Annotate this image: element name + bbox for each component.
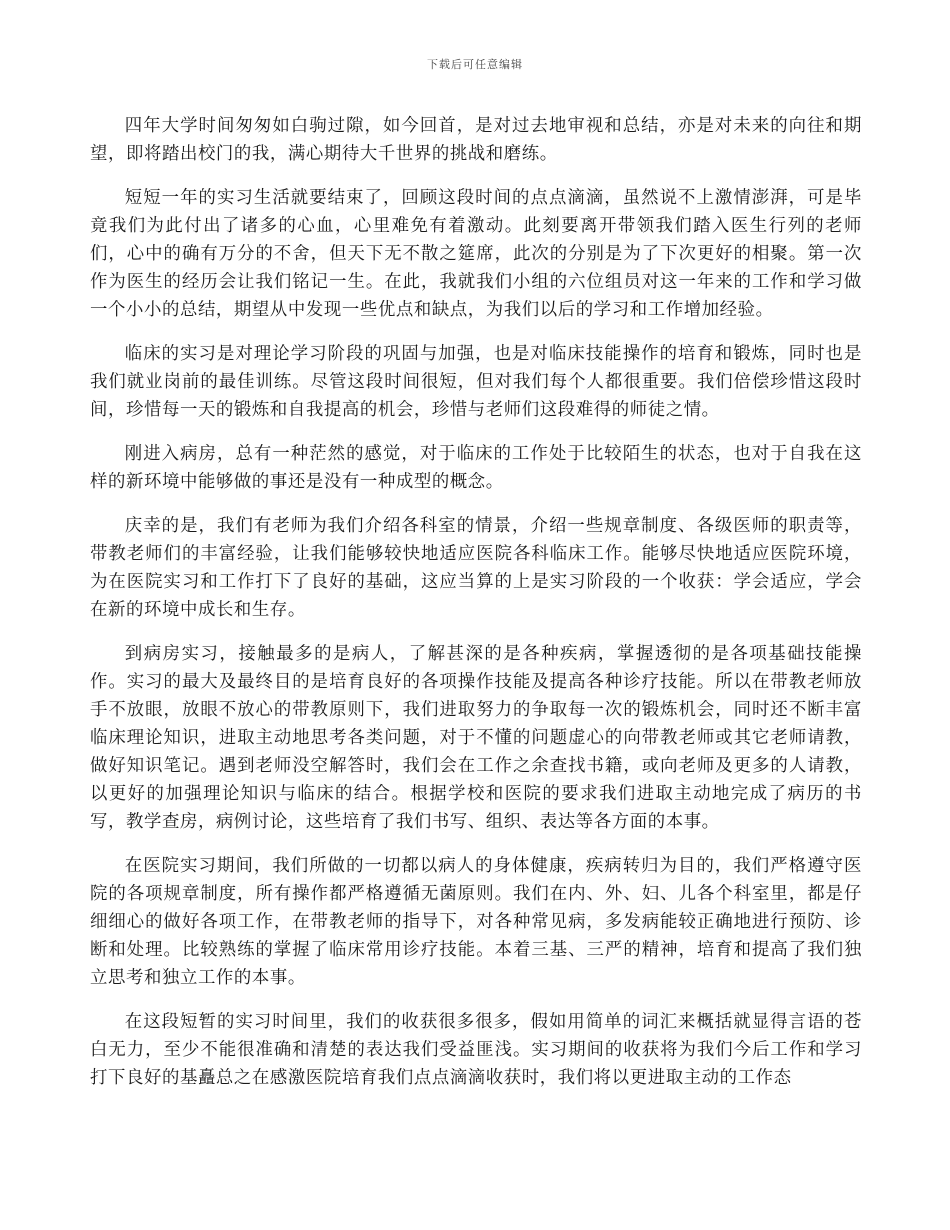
paragraph: 刚进入病房，总有一种茫然的感觉，对于临床的工作处于比较陌生的状态，也对于自我在这样的新环境中能够做的事还是没有一种成型的概念。 xyxy=(90,444,862,492)
paragraph: 到病房实习，接触最多的是病人，了解甚深的是各种疾病，掌握透彻的是各项基础技能操作。实习的最大及最终目的是培育良好的各项操作技能及提高各种诊疗技能。所以在带教老师放手不放眼，放眼不放心的带教原则下，我们进取努力的争取每一次的锻炼机会，同时还不断丰富临床理论知识，进取主动地思考各类问题，对于不懂的问题虚心的向带教老师或其它老师请教，做好知识笔记。遇到老师没空解答时，我们会在工作之余查找书籍，或向老师及更多的人请教，以更好的加强理论知识与临床的结合。根据学校和医院的要求我们进取主动地完成了病历的书写，教学查房，病例讨论，这些培育了我们书写、组织、表达等各方面的本事。 xyxy=(90,644,862,832)
paragraph: 临床的实习是对理论学习阶段的巩固与加强，也是对临床技能操作的培育和锻炼，同时也是我们就业岗前的最佳训练。尽管这段时间很短，但对我们每个人都很重要。我们倍偿珍惜这段时间，珍惜每一天的锻炼和自我提高的机会，珍惜与老师们这段难得的师徒之情。 xyxy=(90,344,862,420)
document-body xyxy=(90,112,862,1108)
page-header: 下载后可任意编辑 xyxy=(427,58,523,71)
paragraph: 四年大学时间匆匆如白驹过隙，如今回首，是对过去地审视和总结，亦是对未来的向往和期望，即将踏出校门的我，满心期待大千世界的挑战和磨练。 xyxy=(90,116,862,164)
paragraph: 在这段短暂的实习时间里，我们的收获很多很多，假如用简单的词汇来概括就显得言语的苍白无力，至少不能很准确和清楚的表达我们受益匪浅。实习期间的收获将为我们今后工作和学习打下良好的基矗总之在感激医院培育我们点点滴滴收获时，我们将以更进取主动的工作态 xyxy=(90,1012,862,1088)
paragraph: 在医院实习期间，我们所做的一切都以病人的身体健康，疾病转归为目的，我们严格遵守医院的各项规章制度，所有操作都严格遵循无菌原则。我们在内、外、妇、儿各个科室里，都是仔细细心的做好各项工作，在带教老师的指导下，对各种常见病，多发病能较正确地进行预防、诊断和处理。比较熟练的掌握了临床常用诊疗技能。本着三基、三严的精神，培育和提高了我们独立思考和独立工作的本事。 xyxy=(90,856,862,988)
paragraph: 短短一年的实习生活就要结束了，回顾这段时间的点点滴滴，虽然说不上激情澎湃，可是毕竟我们为此付出了诸多的心血，心里难免有着激动。此刻要离开带领我们踏入医生行列的老师们，心中的确有万分的不舍，但天下无不散之筵席，此次的分别是为了下次更好的相聚。第一次作为医生的经历会让我们铭记一生。在此，我就我们小组的六位组员对这一年来的工作和学习做一个小小的总结，期望从中发现一些优点和缺点，为我们以后的学习和工作增加经验。 xyxy=(90,188,862,320)
paragraph: 庆幸的是，我们有老师为我们介绍各科室的情景，介绍一些规章制度、各级医师的职责等，带教老师们的丰富经验，让我们能够较快地适应医院各科临床工作。能够尽快地适应医院环境，为在医院实习和工作打下了良好的基础，这应当算的上是实习阶段的一个收获：学会适应，学会在新的环境中成长和生存。 xyxy=(90,516,862,620)
